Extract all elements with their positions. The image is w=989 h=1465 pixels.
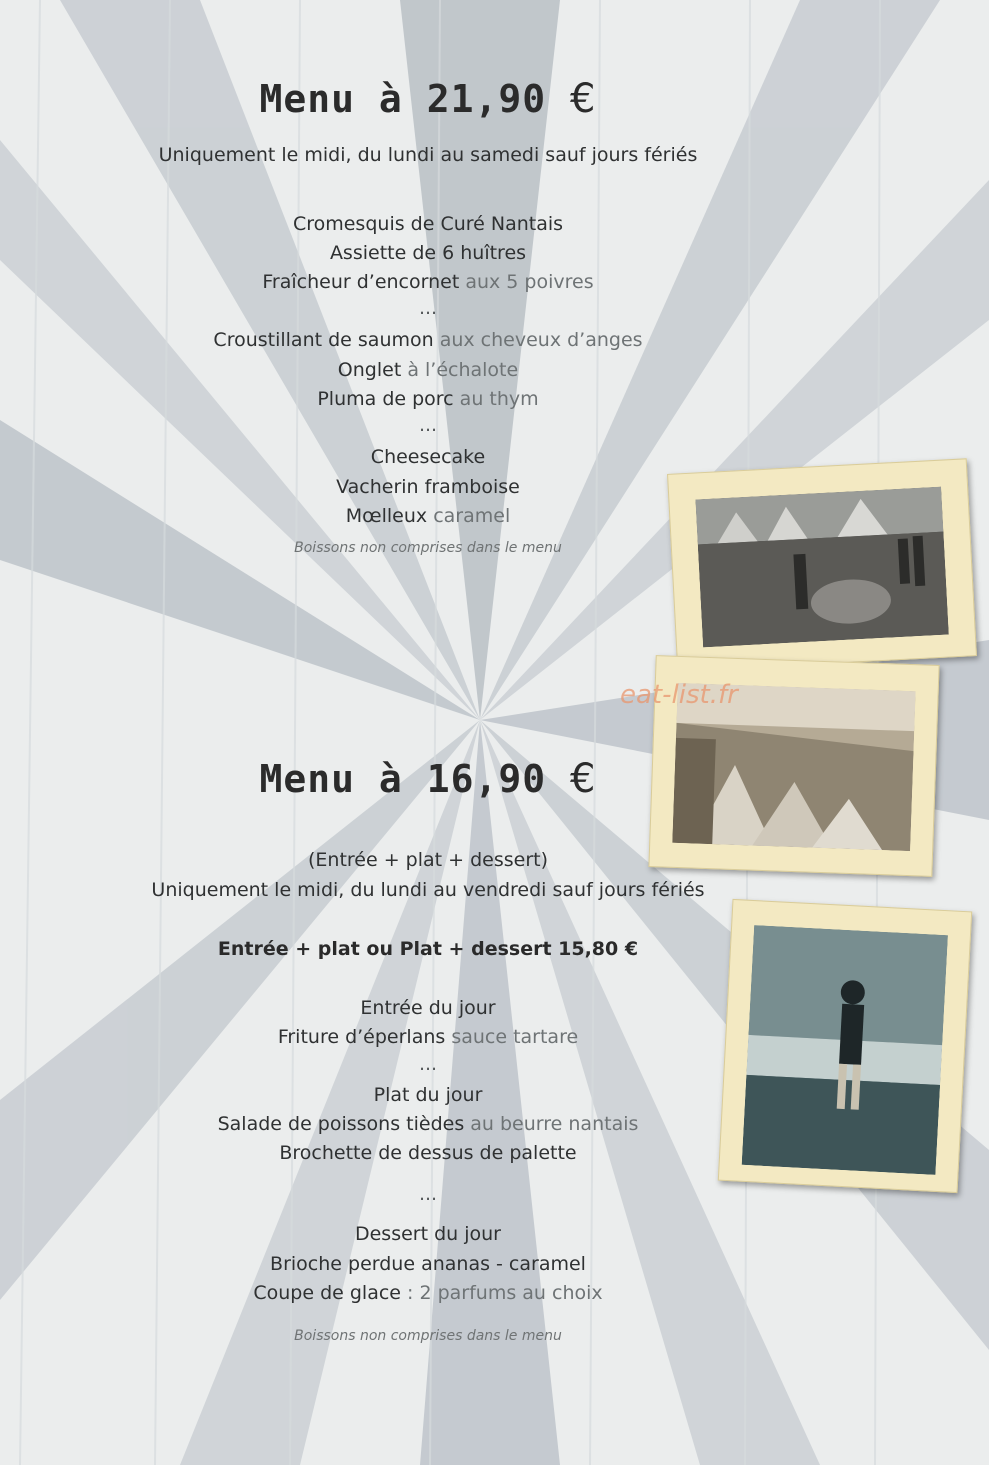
menu1-plat-item — [0, 387, 856, 411]
item-detail: aux 5 poivres — [459, 271, 594, 293]
item-name: Pluma de porc — [317, 388, 454, 410]
menu2-dessert-item — [0, 1281, 856, 1305]
item-name: Brioche perdue ananas - caramel — [270, 1253, 586, 1275]
menu1-drinks-note: Boissons non comprises dans le menu — [294, 540, 562, 556]
menu2-formula-price: Entrée + plat ou Plat + dessert 15,80 € — [217, 938, 639, 960]
menu2-title — [0, 756, 856, 802]
menu1-entree-item — [0, 212, 856, 236]
menu2-subtitle: Uniquement le midi, du lundi au vendredi sauf jours fériés — [151, 879, 705, 901]
menu2-composition: (Entrée + plat + dessert) — [307, 849, 549, 871]
item-name: Croustillant de saumon — [213, 329, 434, 351]
menu1-plat-item — [0, 328, 856, 352]
menu2-drinks-note: Boissons non comprises dans le menu — [294, 1328, 562, 1344]
menu2-currency: € — [569, 756, 597, 802]
menu1-dessert-item — [0, 445, 856, 469]
menu1-separator: ... — [418, 297, 438, 319]
item-detail: au beurre nantais — [464, 1113, 639, 1135]
item-detail: aux cheveux d’anges — [433, 329, 643, 351]
item-detail: au thym — [453, 388, 539, 410]
item-name: Coupe de glace — [253, 1282, 401, 1304]
menu1-dessert-item — [0, 475, 856, 499]
item-name: Assiette de 6 huîtres — [329, 242, 527, 264]
menu1-entree-item — [0, 241, 856, 265]
menu1-subtitle: Uniquement le midi, du lundi au samedi sauf jours fériés — [158, 144, 698, 166]
item-name: Fraîcheur d’encornet — [262, 271, 460, 293]
menu2-dessert-item — [0, 1222, 856, 1246]
menu2-separator: ... — [418, 1183, 438, 1205]
item-name: Plat du jour — [373, 1084, 483, 1106]
menu2-entree-item — [0, 1025, 856, 1049]
menu2-plat-item — [0, 1112, 856, 1136]
item-name: Cromesquis de Curé Nantais — [292, 213, 564, 235]
item-name: Salade de poissons tièdes — [217, 1113, 465, 1135]
menu1-separator: ... — [418, 414, 438, 436]
menu1-currency: € — [569, 76, 597, 122]
menu2-dessert-item — [0, 1252, 856, 1276]
menu2-entree-item — [0, 996, 856, 1020]
item-name: Cheesecake — [370, 446, 486, 468]
item-name: Entrée du jour — [360, 997, 496, 1019]
item-detail: caramel — [427, 505, 511, 527]
item-detail: sauce tartare — [445, 1026, 579, 1048]
item-name: Onglet — [337, 359, 402, 381]
item-name: Vacherin framboise — [336, 476, 520, 498]
menu1-dessert-item — [0, 504, 856, 528]
menu1-title — [0, 76, 856, 122]
menu2-plat-item — [0, 1141, 856, 1165]
item-detail: : 2 parfums au choix — [400, 1282, 603, 1304]
menu2-title-text: Menu à 16,90 — [259, 757, 547, 801]
item-name: Brochette de dessus de palette — [279, 1142, 577, 1164]
item-detail: à l’échalote — [401, 359, 519, 381]
menu1-entree-item — [0, 270, 856, 294]
menu1-plat-item — [0, 358, 856, 382]
menu2-plat-item — [0, 1083, 856, 1107]
item-name: Dessert du jour — [354, 1223, 501, 1245]
menu1-title-text: Menu à 21,90 — [259, 77, 547, 121]
watermark: eat-list.fr — [620, 680, 738, 710]
item-name: Mœlleux — [345, 505, 428, 527]
item-name: Friture d’éperlans — [277, 1026, 446, 1048]
menu2-separator: ... — [418, 1053, 438, 1075]
